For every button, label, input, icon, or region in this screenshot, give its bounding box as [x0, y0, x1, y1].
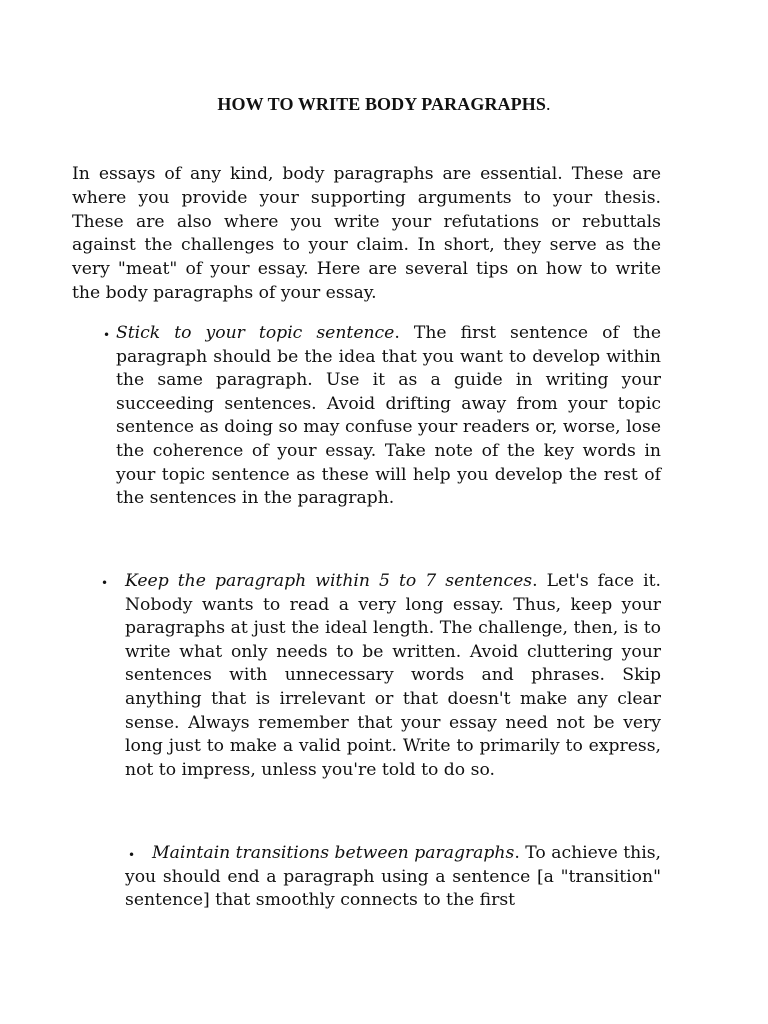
- document-title-text: HOW TO WRITE BODY PARAGRAPHS: [217, 94, 546, 114]
- tip-item-transitions: [125, 842, 661, 913]
- tip-body: . To achieve this, you should end a paragraph using a sentence [a "transition" sentence] that smoothly connects to the first: [125, 843, 661, 911]
- tip-item-topic-sentence: [103, 322, 661, 511]
- tip-lead: Stick to your topic sentence: [116, 323, 395, 343]
- tip-body: . The first sentence of the paragraph should be the idea that you want to develop within the same paragraph. Use it as a guide in writing your succeeding sentences. Avoid drifting away from your topic sentence as doing so may confuse your readers or, worse, lose the coherence of your essay. Take note of the key words in your topic sentence as these will help you develop the rest of the sentences in the paragraph.: [116, 323, 661, 509]
- document-title-period: .: [545, 94, 551, 114]
- document-title: [0, 94, 768, 115]
- intro-paragraph: In essays of any kind, body paragraphs are essential. These are where you provide your supporting arguments to your thesis. These are also where you write your refutations or rebuttals against the challenges to your claim. In short, they serve as the very "meat" of your essay. Here are several tips on how to write the body paragraphs of your essay.: [72, 164, 661, 303]
- tip-lead: Maintain transitions between paragraphs: [152, 843, 515, 863]
- tip-lead: Keep the paragraph within 5 to 7 sentences: [125, 571, 533, 591]
- bullet-icon: •: [101, 576, 109, 590]
- bullet-icon: •: [128, 848, 136, 862]
- tip-body: . Let's face it. Nobody wants to read a very long essay. Thus, keep your paragraphs at just the ideal length. The challenge, then, is to write what only needs to be written. Avoid cluttering your sentences with unnecessary words and phrases. Skip anything that is irrelevant or that doesn't make any clear sense. Always remember that your essay need not be very long just to make a valid point. Write to primarily to express, not to impress, unless you're told to do so.: [125, 571, 661, 780]
- tip-item-paragraph-length: [101, 570, 661, 782]
- bullet-icon: •: [103, 328, 111, 342]
